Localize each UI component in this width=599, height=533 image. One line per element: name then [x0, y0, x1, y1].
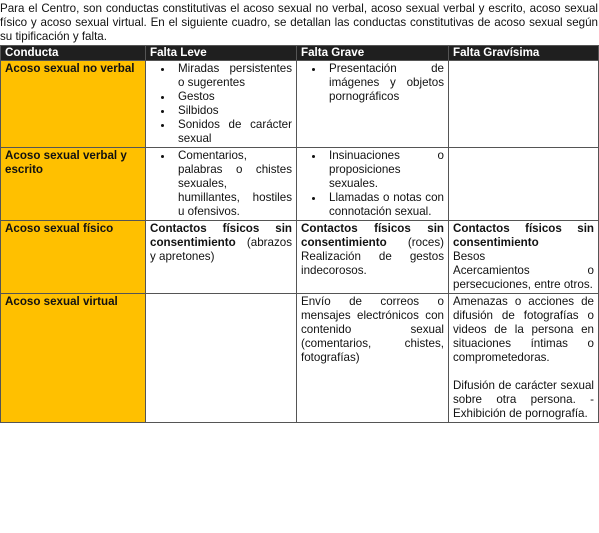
header-conducta: Conducta — [1, 46, 146, 61]
table-header-row — [1, 46, 599, 61]
list-item: • Sonidos de carácter sexual — [174, 118, 292, 146]
conducta-cell: Acoso sexual verbal y escrito — [1, 148, 146, 221]
table-row — [1, 221, 599, 294]
falta-gravisima-cell — [449, 294, 599, 423]
intro-paragraph: Para el Centro, son conductas constitutivas el acoso sexual no verbal, acoso sexual verbal y escrito, acoso sexual físico y acoso sexual virtual. En el siguiente cuadro, se detallan las conductas constitutivas de acoso sexual según su tipificación y falta. — [0, 2, 598, 43]
falta-gravisima-cell — [449, 221, 599, 294]
falta-grave-cell — [297, 148, 449, 221]
conducta-cell: Acoso sexual virtual — [1, 294, 146, 423]
cell-text: Difusión de carácter sexual sobre otra persona. - Exhibición de pornografía. — [453, 379, 594, 420]
header-falta-grave: Falta Grave — [297, 46, 449, 61]
falta-gravisima-cell — [449, 61, 599, 148]
bold-text — [453, 222, 594, 250]
falta-grave-cell: Envío de correos o mensajes electrónicos con contenido sexual (comentarios, chistes, fotografías) — [297, 294, 449, 423]
bold-text: Contactos físicos sin consentimiento — [301, 222, 444, 249]
list-item: • Insinuaciones o proposiciones sexuales. — [325, 149, 444, 191]
table-row — [1, 61, 599, 148]
table-row — [1, 148, 599, 221]
falta-leve-cell — [146, 221, 297, 294]
falta-leve-cell — [146, 294, 297, 423]
bold-text: Contactos físicos sin consentimiento — [150, 222, 292, 249]
list-item: • Presentación de imágenes y objetos pornográficos — [325, 62, 444, 104]
cell-text: (abrazos y apretones) — [150, 236, 292, 263]
table-row — [1, 294, 599, 423]
spacer — [453, 365, 594, 379]
list-item: • Silbidos — [174, 104, 292, 118]
conduct-table — [0, 45, 599, 423]
conducta-cell: Acoso sexual físico — [1, 221, 146, 294]
list-item: • Gestos — [174, 90, 292, 104]
cell-text: (roces) Realización de gestos indecorosos. — [301, 236, 444, 277]
cell-text: Besos — [453, 250, 486, 263]
falta-leve-cell — [146, 148, 297, 221]
header-falta-gravisima: Falta Gravísima — [449, 46, 599, 61]
list-item: • Miradas persistentes o sugerentes — [174, 62, 292, 90]
bullet-list — [301, 149, 444, 219]
falta-gravisima-cell — [449, 148, 599, 221]
bullet-list — [301, 62, 444, 104]
header-falta-leve: Falta Leve — [146, 46, 297, 61]
bullet-list — [150, 62, 292, 146]
list-item: • Comentarios, palabras o chistes sexuales, humillantes, hostiles u ofensivos. — [174, 149, 292, 219]
cell-text: Acercamientos o persecuciones, entre otros. — [453, 264, 594, 291]
falta-grave-cell — [297, 221, 449, 294]
falta-leve-cell — [146, 61, 297, 148]
list-item: • Llamadas o notas con connotación sexual. — [325, 191, 444, 219]
bullet-list — [150, 149, 292, 219]
falta-grave-cell — [297, 61, 449, 148]
conducta-cell: Acoso sexual no verbal — [1, 61, 146, 148]
bold-span: Contactos físicos sin consentimiento — [453, 222, 594, 249]
cell-text: Amenazas o acciones de difusión de fotografías o videos de la persona en situaciones íntimas o comprometedoras. — [453, 295, 594, 364]
